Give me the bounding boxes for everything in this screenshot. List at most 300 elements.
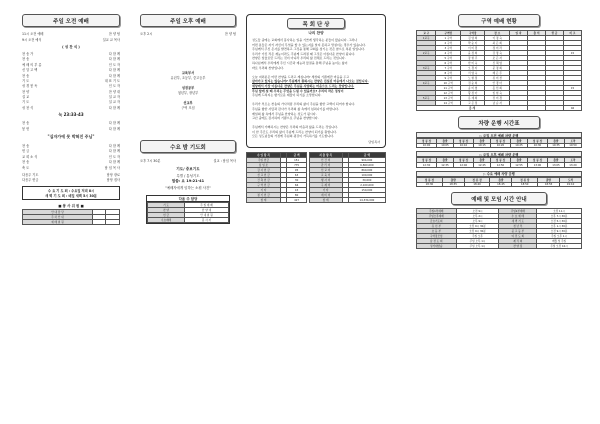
- order-item-value: 다 함 께: [108, 126, 120, 131]
- vehicle-head-cell: 정 류 장: [490, 158, 510, 163]
- vehicle-time-cell: 13:20: [564, 163, 581, 167]
- attendance-cell: 오 경 자: [460, 66, 485, 71]
- next-duty-label: 기 도: [148, 202, 185, 207]
- vehicle-head-cell: 정 류 장: [453, 158, 473, 163]
- vehicle-block: [416, 151, 582, 167]
- vehicle-caption: ▷ 주일 오전 예배 차량 운행: [416, 132, 582, 138]
- message-line: 이 한 주간도 우리의 삶이 주님께 드리는 찬양이 되기를 원합니다.: [252, 129, 337, 134]
- vehicle-time-cell: 18:40: [464, 182, 490, 186]
- vehicle-time-cell: 10:20: [490, 144, 510, 148]
- attendance-cell: 장 현 주: [460, 56, 485, 61]
- vehicle-head-cell: 정 류 장: [490, 139, 510, 144]
- attendance-cell: 최 은 희: [485, 41, 510, 46]
- order-item-value: 인 도 자: [108, 84, 120, 89]
- attendance-total-label: 총 계: [417, 106, 528, 111]
- vehicle-time-cell: 18:45: [490, 182, 512, 186]
- vehicle-time-cell: 12:35: [436, 163, 453, 167]
- message-line: 하나님께서 우리에게 주신 시간과 재능과 물질을 통해 주님을 높이는 삶이: [252, 60, 348, 65]
- morning-subtitle: ( 성 찬 식 ): [62, 44, 80, 49]
- vehicle-time-cell: 10:10: [453, 144, 473, 148]
- attendance-cell: 노 현 정: [460, 76, 485, 81]
- expense-head-cell: 지 출 항 목: [309, 153, 342, 158]
- income-row-cell: 주일 헌금: [247, 158, 281, 163]
- order-item-label: 기 도: [22, 100, 30, 105]
- order-item-label: 성 찬 식: [22, 105, 34, 110]
- income-head-cell: 금 액: [287, 153, 306, 158]
- income-row-cell: 건 축 헌 금: [247, 178, 281, 183]
- schedule-cell: 오전 9시 30분: [537, 229, 582, 234]
- expense-row-cell: 150,000: [348, 188, 385, 193]
- vehicle-head-cell: 정 류 장: [417, 139, 437, 144]
- duty-value: [92, 219, 106, 224]
- pastor-message-body: [252, 38, 380, 139]
- vehicle-head-cell: 출발: [473, 139, 490, 144]
- attendance-cell: 1교구: [417, 36, 436, 41]
- expense-row-cell: 6,860,000: [348, 163, 385, 168]
- attendance-head-cell: 구역장: [460, 31, 485, 36]
- message-line: 오늘 여러분은 어떤 찬양을 드리고 계십니까? 세상의 기쁨에만 마음을 두고: [252, 74, 350, 79]
- expense-row-cell: 30,000: [348, 178, 385, 183]
- expense-row-cell: 행 사 비: [309, 178, 342, 183]
- schedule-cell: 주일 오후 1시: [456, 244, 499, 249]
- schedule-cell: 성가대연습: [417, 244, 457, 249]
- vehicle-head-cell: 출발: [436, 158, 453, 163]
- order-item-label: 교 회 소 식: [22, 154, 38, 159]
- order-item-value: 인 도 자: [108, 154, 120, 159]
- message-line: 세상에서 가장 아름다운 찬양은 주님을 사랑하는 마음으로 드리는 찬양입니다.: [252, 83, 355, 88]
- vehicle-head-cell: 출발: [490, 177, 512, 182]
- attendance-head-cell: 헌 금: [545, 31, 563, 36]
- note-row-value: 담당 집사: [106, 178, 120, 183]
- order-item-label: 신 앙 고 백: [22, 68, 38, 73]
- attendance-cell: 안 경 아: [485, 81, 510, 86]
- schedule-cell: 초 등 부: [417, 229, 457, 234]
- vehicle-head-cell: 정 류 장: [512, 177, 538, 182]
- vehicle-head-cell: 정 류 장: [527, 158, 547, 163]
- attendance-cell: 강 명 숙: [485, 51, 510, 56]
- afternoon-group-text: 구역 모임: [181, 106, 195, 111]
- note-row: [22, 177, 120, 182]
- schedule-cell: 주일1부예배: [417, 209, 457, 214]
- vehicle-time-row: [417, 182, 582, 186]
- vehicle-time-cell: 10:25: [510, 144, 527, 148]
- attendance-cell: 15: [563, 51, 581, 56]
- afternoon-group-label: 성경공부: [181, 86, 195, 91]
- attendance-cell: 임 현 숙: [485, 91, 510, 96]
- attendance-head-cell: 출 석: [528, 31, 546, 36]
- duty-label: 예 배 위 원: [23, 219, 93, 224]
- income-row-cell: 151: [287, 158, 306, 163]
- scripture-ref: 눅 23:33-43: [58, 112, 84, 118]
- schedule-cell: 수 요 예 배: [499, 214, 537, 219]
- message-line: 주님을 향한 사랑과 감사가 우리의 삶 속에서 넘쳐나기를 바랍니다.: [252, 106, 339, 111]
- attendance-total-value: 46: [563, 106, 581, 111]
- afternoon-group-text: 청년부, 장년부: [177, 91, 199, 96]
- sermon-title: "십자가에 못 박혀진 주님": [47, 133, 95, 139]
- schedule-cell: 주일 오후 1시: [456, 239, 499, 244]
- next-duty-box: [146, 195, 230, 224]
- note-row-value: 담당 장로: [106, 173, 120, 177]
- vehicle-time-cell: 19:10: [560, 182, 582, 186]
- attendance-cell: 한 미 숙: [460, 61, 485, 66]
- attendance-cell: 13 구역: [436, 96, 460, 101]
- attendance-cell: 문 정 희: [485, 66, 510, 71]
- attendance-cell: 송 미 영: [460, 86, 485, 91]
- order-item-value: 다 함 께: [108, 149, 120, 154]
- schedule-cell: 유 년 부: [417, 224, 457, 229]
- vehicle-block: [416, 171, 582, 187]
- order-item-label: 찬 송: [22, 121, 30, 126]
- schedule-cell: 구역장모임: [417, 234, 457, 239]
- attendance-cell: 서 영 숙: [460, 71, 485, 76]
- vehicle-head-cell: 출발: [538, 177, 560, 182]
- vehicle-block: [416, 132, 582, 148]
- message-line: 살아가고 있지는 않습니까? 주님께서 원하시는 찬양은 진실된 마음에서 나오는 것입니다.: [252, 79, 369, 84]
- expense-row-cell: 예 비 비: [309, 193, 342, 198]
- schedule-cell: 오후 2시: [456, 214, 499, 219]
- schedule-cell: 여 전 도 회: [499, 234, 537, 239]
- vehicle-time-cell: 18:50: [512, 182, 538, 186]
- vehicle-time-cell: 12:45: [473, 163, 490, 167]
- pastor-message-title: 목 회 단 상: [287, 18, 345, 29]
- vehicle-time-cell: 10:05: [436, 144, 453, 148]
- vehicle-time-row: [417, 163, 582, 167]
- income-row-cell: 절 기 헌 금: [247, 193, 281, 198]
- order-item-value: 다 함 께: [108, 51, 120, 56]
- attendance-cell: 윤 정 희: [460, 51, 485, 56]
- attendance-cell: 11 구역: [436, 86, 460, 91]
- vehicle-time-cell: 10:15: [473, 144, 490, 148]
- vehicle-head-cell: 도착: [560, 177, 582, 182]
- afternoon-group-label: 선교부: [183, 101, 193, 106]
- vehicle-caption: ▷ 수요 예배 차량 운행: [416, 171, 582, 177]
- vehicle-time-cell: 12:50: [490, 163, 510, 167]
- income-row-cell: 66: [287, 183, 306, 188]
- next-duty-label: 헌 금: [148, 212, 185, 217]
- info-column: [416, 14, 582, 249]
- attendance-table: [416, 30, 582, 111]
- income-row-cell: 30: [287, 178, 306, 183]
- attendance-cell: 10 구역: [436, 81, 460, 86]
- attendance-cell: 5 구역: [436, 56, 460, 61]
- vehicle-head-cell: 출발: [442, 177, 464, 182]
- order-item-value: 설 교 자: [108, 95, 120, 100]
- attendance-cell: 1 구역: [436, 36, 460, 41]
- order-item-value: 다 함 께: [108, 121, 120, 126]
- attendance-cell: 김 영 희: [460, 36, 485, 41]
- attendance-cell: 이 미 경: [460, 46, 485, 51]
- vehicle-table: [416, 177, 582, 187]
- attendance-cell: 7 구역: [436, 66, 460, 71]
- order-item-value: 다 함 께: [108, 57, 120, 62]
- pastor-message-column: [246, 14, 386, 203]
- message-line: 고난 중에도 감사하며 기쁨으로 주님을 찬양합시다.: [252, 116, 319, 121]
- attendance-cell: 이 정 숙: [485, 36, 510, 41]
- afternoon-group-text: 유년부, 초등부, 중고등부: [170, 76, 206, 81]
- pastor-signature: 담임목사: [368, 140, 380, 145]
- schedule-cell: 주일 오전 10시: [537, 244, 582, 249]
- vehicle-head-cell: 도착: [564, 158, 581, 163]
- afternoon-groups: [140, 70, 236, 110]
- schedule-cell: 주일2부예배: [499, 209, 537, 214]
- attendance-cell: 6 구역: [436, 61, 460, 66]
- attendance-cell: 14 구역: [436, 101, 460, 106]
- morning-head-row-label: 9시 오전 예식: [22, 37, 42, 42]
- duty-title: ■ 봉 사 위 원 ■: [58, 203, 84, 208]
- afternoon-group: [140, 70, 236, 80]
- income-row-cell: 80: [287, 193, 306, 198]
- vehicle-head-cell: 출발: [547, 158, 564, 163]
- message-line: 성도들 중에는 교회에서 봉사하는 일을 기쁘게 생각하는 분들이 많습니다. 그러나: [252, 38, 358, 42]
- income-row-cell: 427: [287, 198, 306, 203]
- vehicle-head-cell: 정 류 장: [417, 177, 443, 182]
- order-item-label: 봉 헌: [22, 126, 30, 131]
- income-row-cell: 감 사 헌 금: [247, 168, 281, 173]
- vehicle-head-cell: 정 류 장: [417, 158, 437, 163]
- message-line: 모든 성도님들의 가정에 주님의 평강이 가득하기를 기도합니다.: [252, 134, 335, 139]
- attendance-head-cell: 일 자: [510, 31, 528, 36]
- expense-row-cell: 인 건 비: [309, 158, 342, 163]
- schedule-cell: 주일 오후 1시: [537, 234, 582, 239]
- expense-row-cell: 관 리 비: [309, 163, 342, 168]
- order-item-value: 설 교 자: [108, 100, 120, 105]
- order-item-value: 찬 양 대: [108, 89, 120, 94]
- schedule-title: 예배 및 모임 시간 안내: [451, 192, 547, 205]
- income-row-cell: 선 교 헌 금: [247, 173, 281, 178]
- vehicle-title: 차량 운행 시간표: [458, 116, 540, 129]
- order-item-label: 찬 송: [22, 57, 30, 62]
- schedule-cell: 오전 9시: [456, 209, 499, 214]
- attendance-cell: 배 은 주: [485, 71, 510, 76]
- vehicle-head-cell: 출발: [510, 139, 527, 144]
- message-line: 주님께서 기뻐하시는 찬양은 우리의 마음과 삶을 드리는 것입니다.: [252, 125, 338, 130]
- service-box-line: 수 요 기 도 회 : 수요일 저녁 8시: [47, 188, 95, 193]
- finance-tables: [246, 152, 386, 203]
- attendance-cell: 홍 선 희: [485, 86, 510, 91]
- order-item-label: 찬 송: [22, 160, 30, 165]
- schedule-cell: 오전 5시 30분: [537, 219, 582, 224]
- schedule-cell: 금요기도회: [417, 219, 457, 224]
- expense-row-cell: 기 타: [309, 188, 342, 193]
- schedule-cell: 중 고 등 부: [499, 229, 537, 234]
- schedule-cell: 제 직 회: [499, 239, 537, 244]
- wednesday-sub: 특별 / 통성기도: [176, 173, 200, 178]
- pastor-message-subtitle: 나의 찬양: [308, 31, 324, 35]
- service-box-line: 새 벽 기 도 회 : 매일 새벽 5시 30분: [45, 193, 97, 198]
- schedule-table: [416, 208, 582, 249]
- next-duty-table: [147, 202, 229, 223]
- morning-notes: [22, 172, 120, 183]
- attendance-cell: 박 순 자: [460, 41, 485, 46]
- schedule-cell: 오후 7시 30분: [537, 214, 582, 219]
- vehicle-time-cell: 12:40: [453, 163, 473, 167]
- order-item-value: 다 함 께: [108, 68, 120, 73]
- schedule-cell: 찬 양 팀: [499, 244, 537, 249]
- next-duty-value: 안 내 위 원: [184, 212, 228, 217]
- attendance-cell: 조 은 자: [485, 56, 510, 61]
- schedule-cell: 남 전 도 회: [417, 239, 457, 244]
- expense-row-cell: 교 육 비: [309, 173, 342, 178]
- order-item-label: 설 교: [22, 95, 30, 100]
- order-item-label: 찬 송: [22, 73, 30, 78]
- wednesday-prayer-title: 수요 밤 기도회: [140, 140, 236, 153]
- afternoon-group-label: 교육부서: [181, 71, 195, 76]
- order-item-value: 다 함 께: [108, 105, 120, 110]
- wednesday-time-row: [140, 157, 236, 162]
- expense-row-cell: 선 교 비: [309, 168, 342, 173]
- order-item-value: 다 함 께: [108, 73, 120, 78]
- vehicle-time-cell: 10:00: [417, 144, 437, 148]
- vehicle-time-cell: 13:05: [547, 163, 564, 167]
- order-item-label: 예 배 의 부 름: [22, 62, 42, 67]
- service-box-lines: [24, 188, 118, 198]
- next-duty-label: 찬 양: [148, 207, 185, 212]
- attendance-head-cell: 구역명: [436, 31, 460, 36]
- note-row-label: 다음주 기도: [22, 173, 39, 177]
- morning-service-title: 주일 오전 예배: [22, 14, 120, 27]
- vehicle-head-cell: 정 류 장: [527, 139, 547, 144]
- attendance-cell: 5교구: [417, 96, 436, 101]
- afternoon-service-column: [140, 14, 236, 224]
- order-item: [22, 164, 120, 169]
- message-line: 주님께서 주신 은사를 발견하고 그것을 통해 교회를 섬기는 것은 참으로 복된 일입니다.: [252, 47, 365, 52]
- next-duty-label: 수요예배: [148, 217, 185, 222]
- schedule-cell: 주일오후예배: [417, 214, 457, 219]
- attendance-head-cell: 장 소: [485, 31, 510, 36]
- income-row-cell: 십 일 조: [247, 163, 281, 168]
- expense-table: [309, 152, 386, 203]
- wednesday-quote: "예배자에게 임하는 소원 사건": [165, 185, 211, 190]
- income-row: [247, 198, 307, 203]
- morning-head-row: [22, 36, 120, 41]
- duty-extra: [106, 219, 120, 224]
- message-line: 우리가 가진 작은 재능이라도 주님께 드려질 때 그것은 아름다운 찬양이 됩니다.: [252, 51, 356, 56]
- income-table: [246, 152, 307, 203]
- duty-label: 안 내 담 당: [23, 209, 93, 214]
- order-item-label: 성 경 봉 독: [22, 84, 38, 89]
- attendance-cell: 황 정 아: [460, 91, 485, 96]
- attendance-cell: 4 구역: [436, 51, 460, 56]
- expense-row-cell: 860,000: [348, 168, 385, 173]
- attendance-cell: 3교구: [417, 66, 436, 71]
- order-item: [22, 105, 120, 110]
- schedule-cell: 매월 첫 주일: [537, 239, 582, 244]
- vehicle-head-cell: 출발: [547, 139, 564, 144]
- order-item-value: 대 표 기 도: [104, 78, 120, 83]
- income-row-cell: 기 타: [247, 188, 281, 193]
- attendance-cell: 남 순 자: [485, 101, 510, 106]
- vehicle-time-row: [417, 144, 582, 148]
- attendance-cell: 정 미 라: [485, 46, 510, 51]
- vehicle-time-cell: 12:55: [510, 163, 527, 167]
- service-box: [22, 186, 120, 200]
- next-duty-value: 봉 사 자: [184, 217, 228, 222]
- afternoon-service-title: 주일 오후 예배: [140, 14, 236, 27]
- vehicle-time-cell: 10:30: [527, 144, 547, 148]
- attendance-cell: 2교구: [417, 51, 436, 56]
- vehicle-table: [416, 138, 582, 148]
- afternoon-head-row: [140, 31, 236, 36]
- income-row-cell: 43: [287, 188, 306, 193]
- message-line: 주님께 드려지는 향기로운 제물이 되기를 소망합니다.: [252, 93, 322, 98]
- attendance-cell: 4교구: [417, 81, 436, 86]
- vehicle-time-cell: 18:35: [442, 182, 464, 186]
- next-duty-row: [148, 217, 229, 222]
- income-row-cell: 775: [287, 163, 306, 168]
- vehicle-time-cell: 12:30: [417, 163, 437, 167]
- duty-table: [22, 209, 120, 225]
- expense-row: [309, 198, 385, 203]
- order-item-value: 다 함 께: [108, 160, 120, 165]
- vehicle-head-cell: 출발: [436, 139, 453, 144]
- attendance-cell: 9 구역: [436, 76, 460, 81]
- attendance-cell: 권 순 희: [460, 81, 485, 86]
- vehicle-time-cell: 18:30: [417, 182, 443, 186]
- schedule-cell: 오후 1시 30분: [537, 224, 582, 229]
- attendance-cell: 12 구역: [436, 91, 460, 96]
- expense-row-cell: 구 제 비: [309, 183, 342, 188]
- order-item-label: 찬 양: [22, 89, 30, 94]
- morning-head-rows: [22, 31, 120, 42]
- pastor-message-box: [246, 14, 386, 148]
- order-item-label: 찬 송 가: [22, 51, 34, 56]
- vehicle-head-cell: 출발: [510, 158, 527, 163]
- vehicle-time-cell: 10:50: [564, 144, 581, 148]
- schedule-cell: 주일 오후: [456, 234, 499, 239]
- attendance-head-cell: 비 고: [563, 31, 581, 36]
- morning-order-list: [22, 51, 120, 110]
- expense-row-cell: 합 계: [309, 198, 342, 203]
- duty-label: 주 차 안 내: [23, 214, 93, 219]
- next-duty-value: 주 일 예 배: [184, 202, 228, 207]
- morning-head-row-value: 설교 교 목사: [102, 37, 120, 42]
- vehicle-time-cell: 10:35: [547, 144, 564, 148]
- schedule-cell: 오후 9시: [456, 219, 499, 224]
- afternoon-head-rows: [140, 31, 236, 36]
- afternoon-group: [140, 100, 236, 110]
- vehicle-head-cell: 정 류 장: [464, 177, 490, 182]
- morning-head-row-value: 찬 양 팀: [108, 32, 120, 37]
- order-item-label: 헌 금: [22, 149, 30, 154]
- attendance-cell: 8 구역: [436, 71, 460, 76]
- vehicle-head-cell: 도착: [564, 139, 581, 144]
- note-row-label: 다음주 헌금: [22, 178, 39, 183]
- vehicle-schedule: [416, 132, 582, 187]
- income-head-cell: 수 입 항 목: [247, 153, 281, 158]
- expense-row-cell: 100,000: [348, 173, 385, 178]
- next-duty-value: 찬 양 대: [184, 207, 228, 212]
- wednesday-scripture: 말씀: 요 19:21-41: [171, 178, 205, 183]
- vehicle-caption: ▷ 주일 오후 예배 차량 운행: [416, 151, 582, 157]
- expense-row-cell: 14,334,000: [348, 198, 385, 203]
- order-item-label: 찬 송: [22, 144, 30, 149]
- wednesday-leader: 설교 : 담임 목사: [213, 158, 236, 163]
- vehicle-head-cell: 정 류 장: [453, 139, 473, 144]
- morning-order-list-3: [22, 143, 120, 170]
- order-item-value: 인 도 자: [108, 62, 120, 67]
- duty-row: [23, 219, 120, 224]
- income-row-cell: 95: [287, 168, 306, 173]
- attendance-cell: 신 혜 영: [485, 61, 510, 66]
- expense-row-cell: 2,100,000: [348, 183, 385, 188]
- message-line: 매일의 삶 속에서 주님을 찬양하는 성도가 됩시다.: [252, 111, 317, 116]
- order-item: [22, 125, 120, 130]
- vehicle-time-cell: 13:00: [527, 163, 547, 167]
- attendance-title: 구역 예배 현황: [458, 14, 540, 27]
- attendance-head-cell: 교 구: [417, 31, 436, 36]
- schedule-cell: 오전 9시 30분: [456, 229, 499, 234]
- attendance-cell: 전 미 경: [485, 96, 510, 101]
